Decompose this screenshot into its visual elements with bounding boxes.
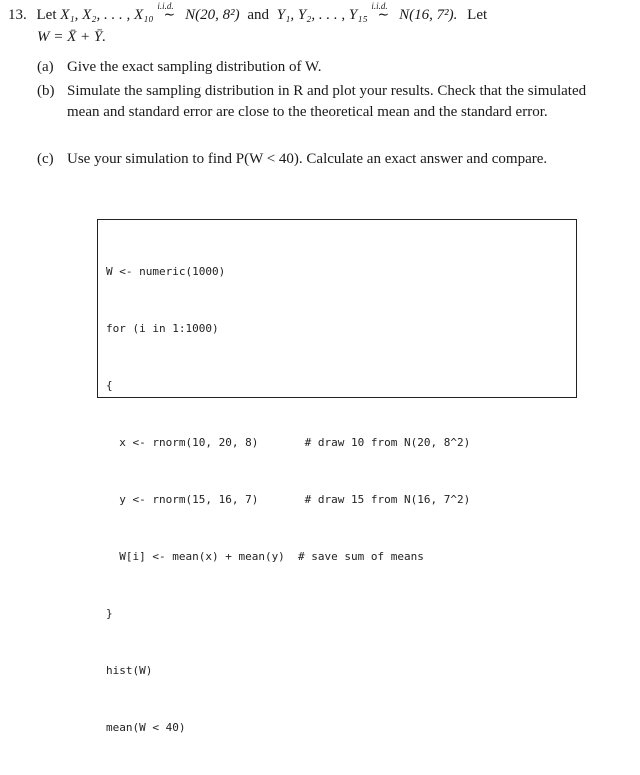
- x-distribution: N(20, 8²): [185, 7, 240, 23]
- part-text: Simulate the sampling distribution in R and plot your results. Check that the simulated mean and standard error are close to the theoretical mean and the standard error.: [67, 83, 587, 120]
- problem-statement: [8, 1, 488, 27]
- part-text: Give the exact sampling distribution of W.: [67, 59, 322, 75]
- part-b: [37, 81, 597, 123]
- y-distribution: N(16, 7²).: [399, 7, 458, 23]
- r-code-listing: [106, 224, 470, 775]
- code-line: }: [106, 607, 113, 620]
- iid-symbol-x: [157, 1, 179, 27]
- part-tag: (a): [37, 59, 54, 75]
- w-definition: [37, 27, 106, 47]
- part-c: [37, 149, 597, 170]
- part-tag: (b): [37, 83, 55, 99]
- code-line: W <- numeric(1000): [106, 265, 226, 278]
- problem-number: 13.: [8, 7, 27, 23]
- iid-label: i.i.d.: [157, 1, 174, 11]
- y-sequence: Y₁, Y₂, . . . , Y₁₅: [276, 7, 368, 23]
- w-equation: W = X̄ + Ȳ.: [37, 29, 106, 45]
- code-line: mean(W < 40): [106, 721, 186, 734]
- code-line: y <- rnorm(15, 16, 7) # draw 15 from N(16, 7^2): [106, 493, 471, 506]
- code-line: W[i] <- mean(x) + mean(y) # save sum of means: [106, 550, 424, 563]
- code-line: {: [106, 379, 113, 392]
- part-tag: (c): [37, 151, 54, 167]
- tilde-symbol: ∼: [163, 8, 176, 23]
- and-word: and: [247, 7, 270, 23]
- iid-symbol-y: [371, 1, 393, 27]
- let-word: Let: [36, 7, 57, 23]
- tilde-symbol: ∼: [377, 8, 390, 23]
- x-sequence: X₁, X₂, . . . , X₁₀: [60, 7, 154, 23]
- part-text: Use your simulation to find P(W < 40). Calculate an exact answer and compare.: [67, 151, 548, 167]
- code-line: hist(W): [106, 664, 153, 677]
- iid-label: i.i.d.: [371, 1, 388, 11]
- r-code-box: [97, 219, 577, 734]
- code-line: x <- rnorm(10, 20, 8) # draw 10 from N(20, 8^2): [106, 436, 471, 449]
- code-line: for (i in 1:1000): [106, 322, 219, 335]
- part-a: [37, 57, 597, 78]
- let-word-2: Let: [467, 7, 488, 23]
